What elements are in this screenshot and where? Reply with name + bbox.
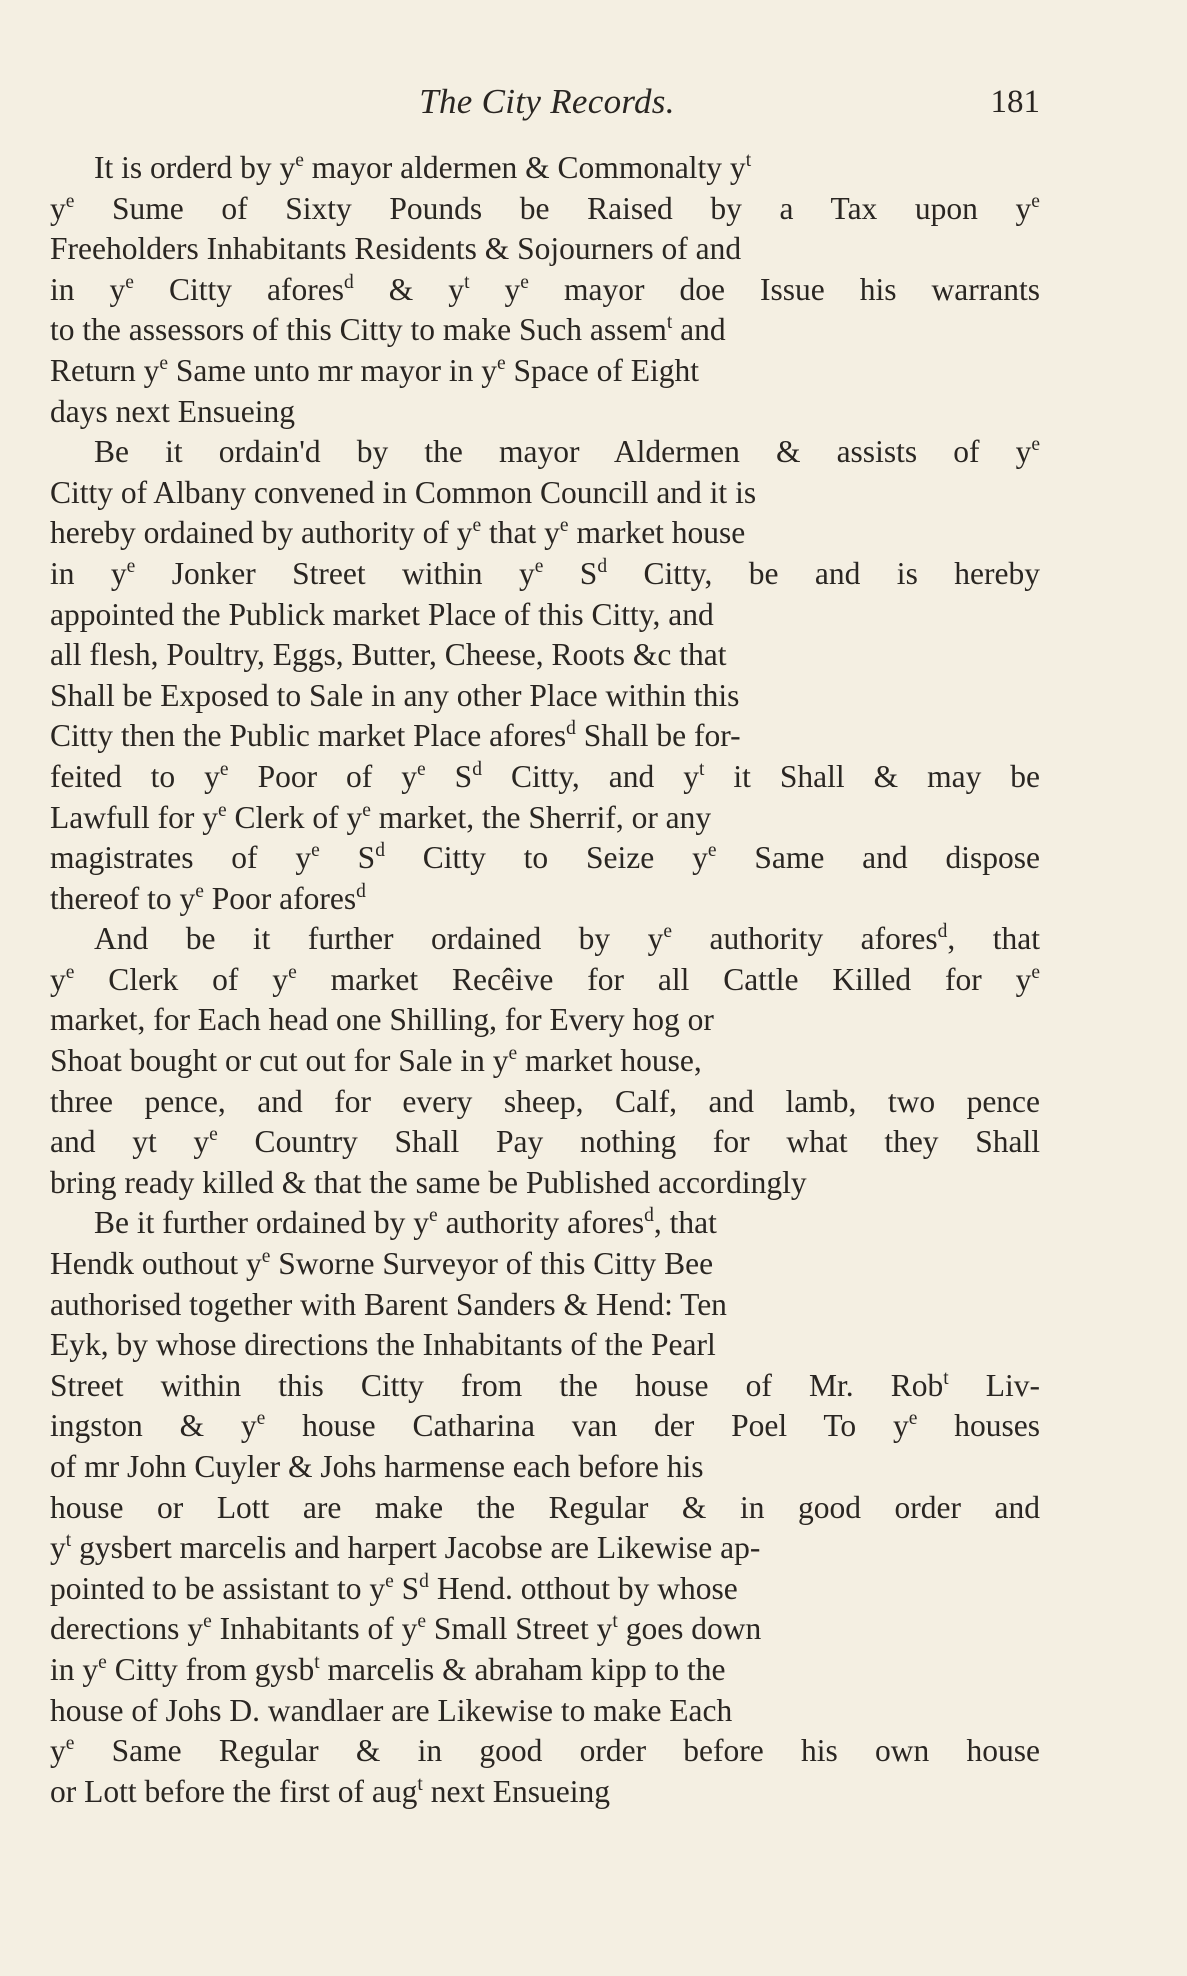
superscript: t bbox=[666, 312, 673, 334]
text-run: Sworne Surveyor of this Citty Bee bbox=[270, 1246, 714, 1282]
text-run: Hendk outhout y bbox=[50, 1246, 262, 1282]
text-line bbox=[50, 554, 1040, 595]
text-line bbox=[50, 595, 1040, 636]
text-run: Poor afores bbox=[203, 880, 357, 916]
text-run: S bbox=[393, 1570, 420, 1606]
text-line bbox=[50, 189, 1040, 230]
text-line bbox=[50, 310, 1040, 351]
text-run: Citty of Albany convened in Common Councill and it is bbox=[50, 474, 757, 510]
superscript: e bbox=[707, 840, 717, 861]
superscript: e bbox=[417, 1611, 427, 1633]
superscript: e bbox=[65, 1733, 75, 1755]
text-run: three pence, and for every sheep, Calf, and lamb, two pence bbox=[50, 1083, 1040, 1119]
superscript: e bbox=[65, 190, 75, 212]
text-run: authority afores bbox=[437, 1205, 645, 1241]
superscript: d bbox=[472, 758, 482, 780]
text-run: house of Johs D. wandlaer are Likewise to make Each bbox=[50, 1692, 733, 1728]
text-run: Lawfull for y bbox=[50, 799, 218, 835]
paragraph bbox=[50, 148, 1040, 432]
text-line bbox=[50, 676, 1040, 717]
superscript: e bbox=[520, 271, 529, 293]
text-line bbox=[50, 1163, 1040, 1204]
text-run: y bbox=[469, 271, 521, 307]
text-run: and yt y bbox=[50, 1124, 210, 1160]
text-run: , that bbox=[947, 921, 1040, 957]
text-run: S bbox=[319, 840, 376, 876]
text-line bbox=[50, 1528, 1040, 1569]
text-run: Sume of Sixty Pounds be Raised by a Tax upon y bbox=[74, 190, 1032, 226]
text-line bbox=[50, 1203, 1040, 1244]
text-line bbox=[50, 1122, 1040, 1163]
text-run: y bbox=[50, 1733, 66, 1769]
text-run: houses bbox=[917, 1408, 1040, 1444]
superscript: t bbox=[464, 271, 470, 293]
text-run: or Lott before the first of aug bbox=[50, 1773, 418, 1809]
text-run: Citty, and y bbox=[481, 758, 699, 794]
paragraph bbox=[50, 1203, 1040, 1812]
text-run: Return y bbox=[50, 352, 160, 388]
superscript: e bbox=[195, 880, 204, 902]
text-line bbox=[50, 432, 1040, 473]
superscript: e bbox=[534, 555, 544, 577]
superscript: e bbox=[663, 921, 673, 943]
text-run: Citty to Seize y bbox=[384, 840, 708, 876]
text-line bbox=[50, 1447, 1040, 1488]
text-line bbox=[50, 351, 1040, 392]
text-line bbox=[50, 270, 1040, 311]
text-run: appointed the Publick market Place of this Citty, and bbox=[50, 596, 714, 632]
text-line bbox=[50, 635, 1040, 676]
text-run: days next Ensueing bbox=[50, 393, 295, 429]
text-line bbox=[50, 1650, 1040, 1691]
superscript: e bbox=[559, 515, 569, 537]
text-run: in y bbox=[50, 1651, 99, 1687]
page-number: 181 bbox=[990, 84, 1040, 120]
superscript: e bbox=[508, 1042, 518, 1064]
text-run: Same and dispose bbox=[716, 840, 1040, 876]
text-line bbox=[50, 757, 1040, 798]
text-run: marcelis & abraham kipp to the bbox=[319, 1651, 726, 1687]
text-line bbox=[50, 1691, 1040, 1732]
text-run: Poor of y bbox=[228, 758, 418, 794]
text-run: of mr John Cuyler & Johs harmense each before his bbox=[50, 1449, 704, 1484]
text-run: gysbert marcelis and harpert Jacobse are Likewise ap- bbox=[71, 1530, 761, 1566]
text-run: y bbox=[50, 961, 66, 997]
text-run: ingston & y bbox=[50, 1408, 257, 1444]
text-run: mayor aldermen & Commonalty y bbox=[303, 150, 746, 185]
text-run: Shall be for- bbox=[575, 718, 741, 754]
superscript: e bbox=[125, 271, 134, 293]
text-line bbox=[50, 1285, 1040, 1326]
text-run: it Shall & may be bbox=[704, 758, 1040, 794]
text-line bbox=[50, 229, 1040, 270]
superscript: e bbox=[219, 758, 229, 780]
superscript: t bbox=[65, 1530, 72, 1552]
text-line bbox=[50, 1569, 1040, 1610]
text-run: Shoat bought or cut out for Sale in y bbox=[50, 1043, 509, 1079]
superscript: e bbox=[417, 758, 426, 780]
text-run: Clerk of y bbox=[74, 961, 289, 997]
superscript: t bbox=[417, 1773, 423, 1795]
superscript: d bbox=[644, 1205, 654, 1227]
text-run: It is orderd by y bbox=[94, 150, 296, 185]
text-line bbox=[50, 919, 1040, 960]
text-run: , that bbox=[653, 1205, 717, 1241]
superscript: d bbox=[375, 840, 385, 861]
text-run: to the assessors of this Citty to make Such assem bbox=[50, 312, 667, 348]
text-run: Shall be Exposed to Sale in any other Place within this bbox=[50, 677, 740, 713]
text-run: bring ready killed & that the same be Published accordingly bbox=[50, 1164, 807, 1200]
text-run: And be it further ordained by y bbox=[94, 921, 664, 957]
text-run: feited to y bbox=[50, 758, 220, 794]
superscript: e bbox=[429, 1205, 438, 1227]
text-line bbox=[50, 1325, 1040, 1366]
text-line bbox=[50, 148, 1040, 189]
text-run: next Ensueing bbox=[422, 1773, 611, 1809]
text-run: Inhabitants of y bbox=[211, 1611, 418, 1647]
superscript: d bbox=[937, 921, 948, 943]
superscript: d bbox=[419, 1570, 429, 1592]
superscript: e bbox=[288, 961, 297, 983]
text-run: Same unto mr mayor in y bbox=[168, 352, 497, 388]
text-line bbox=[50, 1082, 1040, 1123]
text-line bbox=[50, 838, 1040, 879]
superscript: e bbox=[256, 1408, 266, 1430]
text-line bbox=[50, 473, 1040, 514]
superscript: e bbox=[261, 1245, 271, 1267]
text-line bbox=[50, 960, 1040, 1001]
body-text bbox=[50, 148, 1040, 1812]
text-run: in y bbox=[50, 555, 127, 591]
text-run: authority afores bbox=[672, 921, 938, 957]
text-run: Country Shall Pay nothing for what they Shall bbox=[217, 1124, 1040, 1160]
text-run: Citty then the Public market Place afores bbox=[50, 718, 567, 754]
text-run: Same Regular & in good order before his own house bbox=[74, 1733, 1040, 1769]
superscript: e bbox=[159, 352, 169, 374]
superscript: e bbox=[1031, 190, 1040, 212]
text-run: in y bbox=[50, 271, 126, 307]
text-run: Space of Eight bbox=[505, 352, 699, 388]
text-line bbox=[50, 1731, 1040, 1772]
superscript: e bbox=[295, 149, 304, 171]
text-run: y bbox=[50, 190, 66, 226]
superscript: e bbox=[362, 799, 371, 821]
superscript: e bbox=[217, 799, 227, 821]
paragraph bbox=[50, 919, 1040, 1203]
text-run: S bbox=[425, 758, 473, 794]
text-line bbox=[50, 798, 1040, 839]
superscript: e bbox=[209, 1124, 218, 1146]
text-line bbox=[50, 1406, 1040, 1447]
text-run: market, for Each head one Shilling, for Every hog or bbox=[50, 1002, 714, 1038]
superscript: e bbox=[385, 1570, 394, 1592]
text-run: Be it further ordained by y bbox=[94, 1205, 430, 1241]
superscript: e bbox=[496, 352, 506, 374]
page-header bbox=[54, 78, 1040, 126]
text-run: Small Street y bbox=[426, 1611, 613, 1647]
superscript: e bbox=[908, 1408, 918, 1430]
text-line bbox=[50, 392, 1040, 433]
text-run: house or Lott are make the Regular & in good order and bbox=[50, 1489, 1040, 1525]
text-run: Be it ordain'd by the mayor Aldermen & assists of y bbox=[94, 434, 1032, 470]
superscript: e bbox=[1031, 434, 1040, 456]
text-run: market Recêive for all Cattle Killed for y bbox=[296, 961, 1032, 997]
text-run: Jonker Street within y bbox=[135, 555, 535, 591]
text-line bbox=[50, 1488, 1040, 1529]
text-run: market house bbox=[568, 515, 746, 551]
superscript: e bbox=[126, 555, 136, 577]
superscript: t bbox=[612, 1611, 618, 1633]
text-line bbox=[50, 879, 1040, 920]
text-line bbox=[50, 1244, 1040, 1285]
superscript: e bbox=[203, 1611, 212, 1633]
text-run: derections y bbox=[50, 1611, 204, 1647]
text-run: Citty, be and is hereby bbox=[607, 555, 1040, 591]
text-run: magistrates of y bbox=[50, 840, 312, 876]
text-run: Eyk, by whose directions the Inhabitants of the Pearl bbox=[50, 1327, 716, 1363]
text-run: Liv- bbox=[948, 1367, 1040, 1403]
paragraph bbox=[50, 432, 1040, 919]
superscript: e bbox=[311, 840, 320, 861]
text-run: all flesh, Poultry, Eggs, Butter, Cheese, Roots &c that bbox=[50, 637, 727, 673]
text-run: authorised together with Barent Sanders & Hend: Ten bbox=[50, 1286, 727, 1322]
text-run: Citty from gysb bbox=[106, 1651, 315, 1687]
superscript: t bbox=[745, 149, 752, 171]
text-run: pointed to be assistant to y bbox=[50, 1570, 386, 1606]
superscript: d bbox=[566, 718, 576, 740]
superscript: e bbox=[65, 961, 75, 983]
text-run: market, the Sherrif, or any bbox=[370, 799, 712, 835]
text-run: mayor doe Issue his warrants bbox=[528, 271, 1040, 307]
text-run: Citty afores bbox=[133, 271, 344, 307]
superscript: e bbox=[1031, 961, 1040, 983]
text-line bbox=[50, 513, 1040, 554]
text-run: y bbox=[50, 1530, 66, 1566]
superscript: t bbox=[314, 1651, 320, 1673]
text-run: hereby ordained by authority of y bbox=[50, 515, 473, 551]
text-run: and bbox=[672, 312, 726, 348]
text-run: market house, bbox=[517, 1043, 702, 1079]
text-run: goes down bbox=[617, 1611, 762, 1647]
superscript: e bbox=[98, 1651, 107, 1673]
text-line bbox=[50, 1366, 1040, 1407]
text-run: thereof to y bbox=[50, 880, 196, 916]
superscript: d bbox=[597, 555, 608, 577]
text-line bbox=[50, 1041, 1040, 1082]
text-run: that y bbox=[481, 515, 560, 551]
text-run: house Catharina van der Poel To y bbox=[265, 1408, 909, 1444]
superscript: d bbox=[343, 271, 354, 293]
text-line bbox=[50, 1772, 1040, 1813]
text-line bbox=[50, 1609, 1040, 1650]
superscript: t bbox=[943, 1367, 949, 1389]
running-title: The City Records. bbox=[419, 82, 675, 121]
superscript: t bbox=[698, 758, 705, 780]
superscript: e bbox=[472, 515, 482, 537]
superscript: d bbox=[356, 880, 366, 902]
text-run: S bbox=[543, 555, 598, 591]
text-run: Street within this Citty from the house of Mr. Rob bbox=[50, 1367, 944, 1403]
text-run: Freeholders Inhabitants Residents & Sojourners of and bbox=[50, 231, 742, 267]
text-line bbox=[50, 1000, 1040, 1041]
text-run: Hend. otthout by whose bbox=[428, 1570, 738, 1606]
text-run: & y bbox=[353, 271, 465, 307]
text-line bbox=[50, 716, 1040, 757]
text-run: Clerk of y bbox=[226, 799, 363, 835]
